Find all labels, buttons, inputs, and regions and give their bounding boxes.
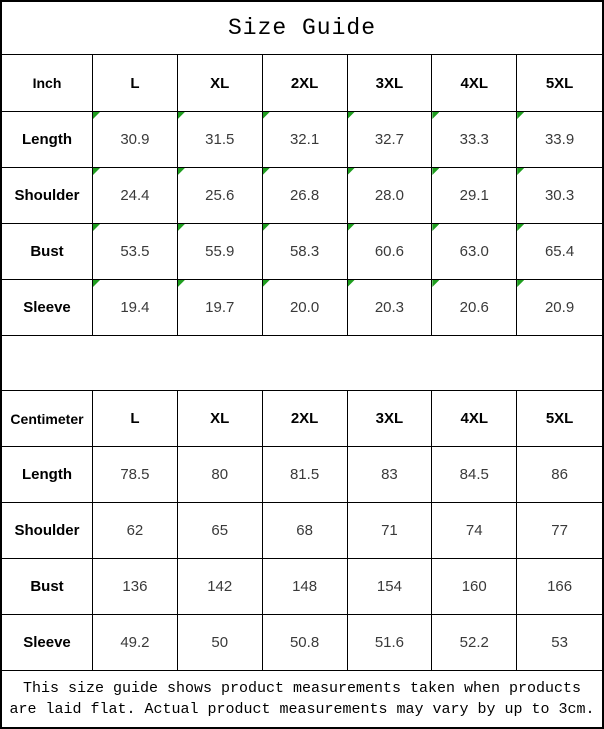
cell-marker-icon	[178, 280, 185, 287]
measurement-cell: 30.9	[93, 112, 178, 168]
measurement-cell: 77	[517, 503, 602, 559]
row-label: Bust	[2, 224, 93, 280]
cell-marker-icon	[348, 168, 355, 175]
measurement-cell: 166	[517, 559, 602, 615]
measurement-cell: 55.9	[178, 224, 263, 280]
cell-marker-icon	[178, 112, 185, 119]
measurement-cell: 71	[348, 503, 433, 559]
cell-marker-icon	[348, 112, 355, 119]
measurement-cell: 32.7	[348, 112, 433, 168]
cell-marker-icon	[93, 112, 100, 119]
cell-marker-icon	[348, 224, 355, 231]
measurement-cell: 50.8	[263, 615, 348, 671]
measurement-cell: 33.3	[432, 112, 517, 168]
size-col-header: 3XL	[348, 391, 433, 447]
measurement-cell: 63.0	[432, 224, 517, 280]
cell-marker-icon	[263, 224, 270, 231]
measurement-cell: 20.0	[263, 280, 348, 336]
measurement-cell: 33.9	[517, 112, 602, 168]
measurement-cell: 136	[93, 559, 178, 615]
measurement-cell: 29.1	[432, 168, 517, 224]
measurement-cell: 74	[432, 503, 517, 559]
row-label: Shoulder	[2, 503, 93, 559]
measurement-cell: 25.6	[178, 168, 263, 224]
cell-marker-icon	[263, 168, 270, 175]
cell-marker-icon	[517, 224, 524, 231]
measurement-cell: 84.5	[432, 447, 517, 503]
cell-marker-icon	[432, 168, 439, 175]
measurement-cell: 60.6	[348, 224, 433, 280]
measurement-cell: 58.3	[263, 224, 348, 280]
cell-marker-icon	[432, 280, 439, 287]
table-spacer	[2, 336, 602, 391]
cell-marker-icon	[178, 168, 185, 175]
measurement-cell: 80	[178, 447, 263, 503]
measurement-cell: 148	[263, 559, 348, 615]
page-title: Size Guide	[2, 2, 602, 55]
cell-marker-icon	[93, 224, 100, 231]
measurement-cell: 160	[432, 559, 517, 615]
measurement-cell: 26.8	[263, 168, 348, 224]
measurement-cell: 68	[263, 503, 348, 559]
measurement-cell: 19.4	[93, 280, 178, 336]
size-col-header: 4XL	[432, 55, 517, 112]
measurement-cell: 30.3	[517, 168, 602, 224]
measurement-cell: 154	[348, 559, 433, 615]
size-col-header: 5XL	[517, 391, 602, 447]
size-col-header: L	[93, 55, 178, 112]
cell-marker-icon	[432, 224, 439, 231]
measurement-cell: 24.4	[93, 168, 178, 224]
measurement-cell: 52.2	[432, 615, 517, 671]
size-col-header: 2XL	[263, 55, 348, 112]
cell-marker-icon	[517, 168, 524, 175]
measurement-cell: 65	[178, 503, 263, 559]
cell-marker-icon	[93, 168, 100, 175]
size-col-header: XL	[178, 391, 263, 447]
measurement-cell: 142	[178, 559, 263, 615]
row-label: Length	[2, 112, 93, 168]
size-col-header: 4XL	[432, 391, 517, 447]
measurement-cell: 20.3	[348, 280, 433, 336]
footer-note-line: are laid flat. Actual product measurements may vary by up to 3cm.	[9, 701, 595, 718]
measurement-cell: 53.5	[93, 224, 178, 280]
measurement-cell: 51.6	[348, 615, 433, 671]
measurement-cell: 20.9	[517, 280, 602, 336]
measurement-cell: 65.4	[517, 224, 602, 280]
cm-unit-header: Centimeter	[2, 391, 93, 447]
measurement-cell: 83	[348, 447, 433, 503]
measurement-cell: 81.5	[263, 447, 348, 503]
cell-marker-icon	[178, 224, 185, 231]
measurement-cell: 20.6	[432, 280, 517, 336]
footer-note-line: This size guide shows product measurements taken when products	[22, 680, 582, 697]
size-col-header: XL	[178, 55, 263, 112]
cell-marker-icon	[348, 280, 355, 287]
measurement-cell: 53	[517, 615, 602, 671]
row-label: Length	[2, 447, 93, 503]
measurement-cell: 28.0	[348, 168, 433, 224]
measurement-cell: 19.7	[178, 280, 263, 336]
size-col-header: L	[93, 391, 178, 447]
row-label: Bust	[2, 559, 93, 615]
size-col-header: 5XL	[517, 55, 602, 112]
cell-marker-icon	[517, 112, 524, 119]
footer-note	[2, 671, 602, 727]
row-label: Sleeve	[2, 615, 93, 671]
cell-marker-icon	[517, 280, 524, 287]
measurement-cell: 49.2	[93, 615, 178, 671]
cell-marker-icon	[432, 112, 439, 119]
cell-marker-icon	[263, 280, 270, 287]
measurement-cell: 62	[93, 503, 178, 559]
size-col-header: 3XL	[348, 55, 433, 112]
measurement-cell: 32.1	[263, 112, 348, 168]
measurement-cell: 50	[178, 615, 263, 671]
size-col-header: 2XL	[263, 391, 348, 447]
measurement-cell: 86	[517, 447, 602, 503]
row-label: Shoulder	[2, 168, 93, 224]
inch-unit-header: Inch	[2, 55, 93, 112]
measurement-cell: 31.5	[178, 112, 263, 168]
cell-marker-icon	[263, 112, 270, 119]
measurement-cell: 78.5	[93, 447, 178, 503]
row-label: Sleeve	[2, 280, 93, 336]
cell-marker-icon	[93, 280, 100, 287]
